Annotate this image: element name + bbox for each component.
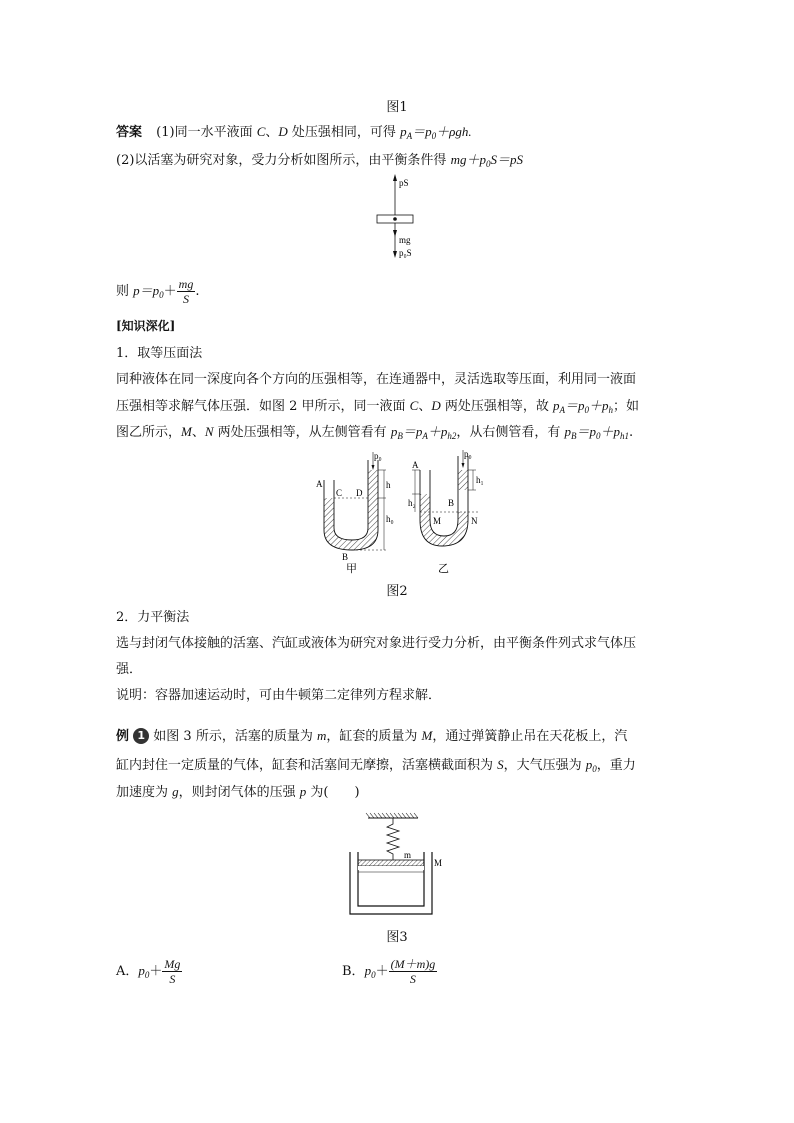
fig2-caption-right: 乙: [438, 562, 449, 575]
s1l3-N: N: [204, 424, 214, 439]
fig2-right-h2: h₂: [408, 498, 416, 508]
ex-l1-c: ，通过弹簧静止吊在天花板上，汽: [432, 729, 628, 744]
s1l2-D: D: [431, 398, 441, 413]
s1l3-a: 图乙所示，: [116, 425, 182, 440]
fig2-caption-left: 甲: [346, 562, 357, 575]
figure-2-caption: 图2: [386, 584, 408, 599]
answer-part2: (2)以活塞为研究对象，受力分析如图所示，由平衡条件得: [116, 153, 451, 168]
s1l2-end: ；如: [613, 399, 640, 414]
ex-M: M: [421, 728, 433, 743]
option-B-label: B．: [342, 964, 365, 979]
ex-l3-a: 加速度为: [116, 785, 173, 800]
fig3-label-m: m: [404, 850, 412, 860]
s1l3-eq1c: ＋p: [427, 424, 448, 439]
figure-3-caption: 图3: [386, 930, 408, 945]
ex-p0-sub: 0: [592, 764, 597, 774]
ex-l3-c: 为( ): [306, 785, 360, 800]
s1l3-eq1: p: [390, 424, 398, 439]
result-num: mg: [178, 277, 194, 291]
eq-p: p: [400, 124, 407, 139]
option-A-sub: 0: [144, 970, 150, 980]
ex-g: g: [172, 784, 179, 799]
s1l3-subh2: h2: [447, 431, 457, 441]
force-diagram: [365, 172, 425, 264]
section-1-line-3: [116, 422, 633, 446]
answer-part2-sub: 0: [485, 159, 491, 169]
option-A-label: A．: [116, 964, 139, 979]
spring: [387, 818, 399, 860]
option-A-fraction: [162, 957, 182, 986]
result-plus: ＋: [163, 284, 177, 299]
section-2-line-2: 强．: [116, 662, 143, 677]
ex-l1-b: ，缸套的质量为: [326, 729, 422, 744]
section-1-line-2: [116, 396, 639, 420]
s1l2-sub0: 0: [584, 405, 590, 415]
fig2-left-C: C: [336, 488, 343, 498]
section-2-note: 说明：容器加速运动时，可由牛顿第二定律列方程求解．: [116, 688, 442, 703]
ex-l2-a: 缸内封住一定质量的气体，缸套和活塞间无摩擦，活塞横截面积为: [116, 758, 498, 773]
s1l2-tail: ＋p: [589, 398, 609, 413]
u-tube-left: [316, 451, 394, 562]
example-line-2: [116, 755, 636, 779]
eq-sub-A: A: [406, 131, 413, 141]
option-B[interactable]: [342, 956, 437, 990]
s1l3-eq2: p: [564, 424, 571, 439]
u-tube-right: [408, 450, 484, 546]
label-p0S: p₀S: [399, 248, 412, 258]
s1l3-subA: A: [422, 431, 428, 441]
knowledge-heading: [知识深化]: [116, 319, 176, 333]
ex-l3-b: ，则封闭气体的压强: [178, 785, 300, 800]
option-B-den: S: [409, 972, 416, 986]
piston: [358, 860, 424, 866]
figure-2: [312, 450, 492, 576]
option-B-plus: ＋: [375, 964, 389, 979]
label-mg: mg: [399, 235, 411, 245]
s1l3-subh1: h1: [620, 431, 630, 441]
section-2-title: 2．力平衡法: [116, 610, 190, 625]
s1l2-C: C: [409, 398, 419, 413]
result-end: .: [195, 284, 200, 299]
eq-tail: ＋ρgh.: [436, 124, 472, 139]
result-sub: 0: [159, 290, 164, 300]
fig2-right-A: A: [412, 460, 419, 470]
ex-p0: p: [585, 757, 593, 772]
fig2-left-p0: p₀: [374, 451, 382, 461]
s1l3-eq2c: ＋p: [600, 424, 621, 439]
fig2-left-h0: h₀: [386, 514, 394, 524]
option-A-plus: ＋: [149, 964, 163, 979]
s1l3-sub0: 0: [596, 431, 601, 441]
option-B-sub: 0: [371, 970, 376, 980]
example-label: 例: [116, 729, 130, 744]
s1l3-subB: B: [397, 431, 403, 441]
fig2-left-h: h: [386, 480, 391, 490]
ex-l2-b: ，大气压强为: [503, 758, 586, 773]
label-pS: pS: [399, 178, 409, 188]
option-B-num: (M＋m)g: [390, 957, 436, 971]
ex-S: S: [497, 757, 504, 772]
answer-line-1: [116, 122, 472, 146]
example-line-3: [116, 782, 360, 803]
option-B-fraction: [389, 957, 438, 986]
s1l3-M: M: [181, 424, 192, 439]
result-line: [116, 276, 199, 310]
ceiling: [366, 813, 418, 818]
ex-m: m: [316, 728, 327, 743]
s1l3-d: ，从右侧管看，有: [456, 425, 565, 440]
section-1-title: 1．取等压面法: [116, 346, 203, 361]
answer-part1-mid: 处压强相同，可得: [287, 125, 401, 140]
eq-sub-0: 0: [431, 131, 437, 141]
ex-p: p: [299, 784, 307, 799]
var-C: C: [256, 124, 266, 139]
s1l3-end: .: [629, 425, 634, 440]
answer-label: 答案: [116, 125, 143, 140]
option-A[interactable]: [116, 956, 182, 990]
figure-3: [342, 812, 452, 920]
answer-part2-eq: mg＋p: [450, 152, 486, 167]
s1l3-eq1b: ＝p: [402, 424, 423, 439]
fig2-right-N: N: [471, 516, 478, 526]
option-A-num: Mg: [164, 957, 181, 971]
answer-part1-prefix: (1)同一水平液面: [156, 125, 257, 140]
section-2-line-1: 选与封闭气体接触的活塞、汽缸或液体为研究对象进行受力分析，由平衡条件列式求气体压: [116, 636, 637, 651]
answer-part2-eq-tail: S＝pS: [490, 152, 523, 167]
s1l2-c: 两处压强相等，故: [440, 399, 554, 414]
s1l3-c: 两处压强相等，从左侧管看有: [213, 425, 391, 440]
example-number-badge: 1: [133, 728, 149, 744]
fig2-right-B: B: [448, 498, 455, 508]
fig2-right-p0: p₀: [464, 450, 472, 459]
ex-l1-a: 如图 3 所示，活塞的质量为: [149, 729, 317, 744]
fig2-right-h1: h₁: [476, 475, 484, 485]
result-lhs: p＝p: [133, 283, 160, 298]
fig2-right-M: M: [433, 516, 442, 526]
example-line-1: [116, 726, 627, 747]
fig3-label-M: M: [434, 858, 443, 868]
ex-l2-c: ，重力: [596, 758, 636, 773]
fig2-left-B: B: [342, 552, 349, 562]
result-den: S: [183, 292, 189, 306]
s1l2-mid: ＝p: [565, 398, 585, 413]
var-D: D: [278, 124, 288, 139]
result-fraction: [177, 277, 196, 306]
s1l2-subA: A: [559, 405, 566, 415]
fig2-left-A: A: [316, 479, 323, 489]
option-A-p: p: [138, 963, 145, 978]
eq-rest: ＝p: [412, 124, 432, 139]
s1l3-b: 、: [191, 425, 205, 440]
s1l2-a: 压强相等求解气体压强．如图 2 甲所示，同一液面: [116, 399, 410, 414]
s1l2-eq: p: [553, 398, 560, 413]
s1l2-subh: h: [608, 405, 614, 415]
s1l3-eq2b: ＝p: [576, 424, 596, 439]
s1l3-subB2: B: [570, 431, 577, 441]
fig2-left-D: D: [356, 488, 363, 498]
s1l2-b: 、: [418, 399, 432, 414]
answer-line-2: [116, 150, 523, 174]
sep: 、: [265, 125, 279, 140]
section-1-line-1: 同种液体在同一深度向各个方向的压强相等，在连通器中，灵活选取等压面，利用同一液面: [116, 372, 637, 387]
option-A-den: S: [169, 972, 176, 986]
figure-1-caption: 图1: [386, 100, 408, 115]
result-prefix: 则: [116, 284, 134, 299]
option-B-p: p: [364, 963, 372, 978]
